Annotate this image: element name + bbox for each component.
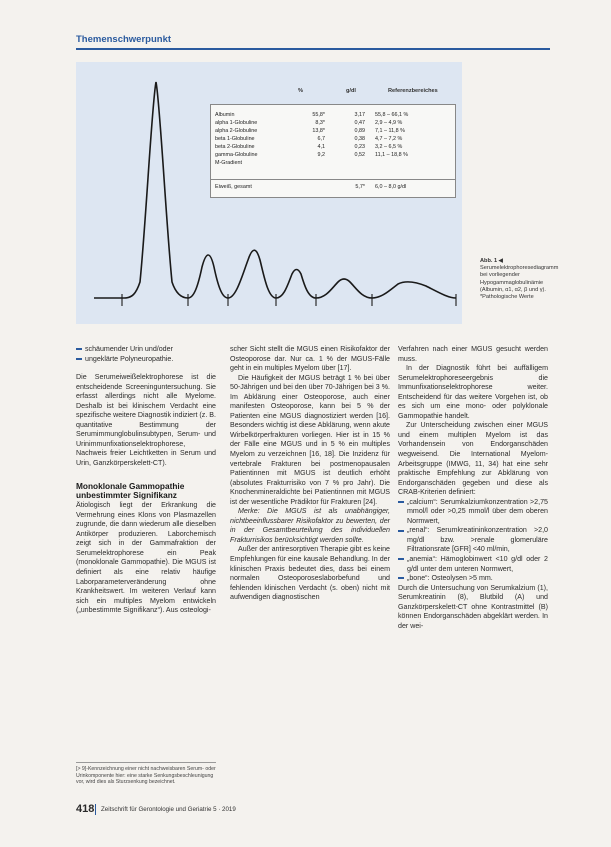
list-item: „renal“: Serumkreatininkonzentration >2,0 mg/dl bzw. >renale glomeruläre Filtrationsrate [GFR] <40 ml/min, bbox=[398, 526, 548, 555]
row-name: M-Gradient bbox=[215, 160, 242, 166]
row-name: beta 1-Globuline bbox=[215, 136, 255, 142]
row-pct: 13,8* bbox=[312, 128, 325, 134]
row-name: gamma-Globuline bbox=[215, 152, 258, 158]
row-name: beta 2-Globuline bbox=[215, 144, 255, 150]
table-header-gl: g/dl bbox=[346, 88, 356, 94]
table-separator bbox=[211, 179, 455, 180]
row-gl: 0,38 bbox=[354, 136, 365, 142]
row-pct: 4,1 bbox=[317, 144, 325, 150]
list-item: schäumender Urin und/oder bbox=[76, 345, 216, 355]
row-gl: 0,23 bbox=[354, 144, 365, 150]
table-row bbox=[215, 136, 451, 143]
list-item: „bone“: Osteolysen >5 mm. bbox=[398, 574, 548, 584]
footer-divider bbox=[95, 804, 96, 815]
table-total-row bbox=[215, 184, 451, 191]
caption-text: Serumelektrophoresediagramm bei vorliegender Hypogammaglobulinämie (Albumin, α1, α2, β und γ). *Pathologische Werte bbox=[480, 265, 559, 301]
list-item: „calcium“: Serumkalziumkonzentration >2,75 mmol/l oder >0,25 mmol/l über dem oberen Normwert, bbox=[398, 498, 548, 527]
figure-caption bbox=[480, 258, 562, 301]
paragraph: scher Sicht stellt die MGUS einen Risikofaktor der Osteoporose dar. Nur ca. 1 % der MGUS-Fälle geht in ein multiples Myelom über [17]. bbox=[230, 345, 390, 373]
row-name: Albumin bbox=[215, 112, 235, 118]
section-label: Themenschwerpunkt bbox=[76, 34, 172, 45]
dash-icon bbox=[398, 577, 404, 579]
table-row bbox=[215, 160, 451, 167]
row-name: alpha 1-Globuline bbox=[215, 120, 258, 126]
text-column-3 bbox=[398, 345, 548, 631]
page-number: 418 bbox=[76, 803, 95, 815]
section-rule bbox=[76, 48, 550, 50]
row-pct: 8,3* bbox=[315, 120, 325, 126]
table-row bbox=[215, 144, 451, 151]
text-column-1 bbox=[76, 345, 216, 616]
paragraph: Die Serumeiweißelektrophorese ist die entscheidende Screeninguntersuchung. Sie erfasst allerdings nicht alle Myelome. Deshalb ist bei klinischem Verdacht eine spezifische weitere Diagnostik indiziert (z. B. quantitative Bestimmung der Serumimmunglobulinsubtypen, Serum- und Urinimmunfixationselektrophorese, Nachweis freier Leichtketten in Serum und Urin, Ganzkörperskelett-CT). bbox=[76, 373, 216, 468]
row-gl: 0,52 bbox=[354, 152, 365, 158]
footnote: [> 9]-Kennzeichnung einer nicht nachweisbaren Serum- oder Urinkomponente hier: eine starke Senkungsbeschleunigung vor, wird dies als Sturzsenkung bezeichnet. bbox=[76, 766, 216, 786]
table-header-ref: Referenzbereiches bbox=[388, 88, 438, 94]
paragraph: Zur Unterscheidung zwischen einer MGUS und einem multiplen Myelom ist das Vorhandensein von Endorganschäden wegweisend. Die International Myelom-Arbeitsgruppe (IMWG, 11, 34) hat eine sehr praktische Empfehlung zur Abklärung von Endorganschäden gegeben und diese als CRAB-Kriterien definiert: bbox=[398, 421, 548, 497]
dash-icon bbox=[398, 558, 404, 560]
table-header-pct: % bbox=[298, 88, 303, 94]
row-pct: 55,8* bbox=[312, 112, 325, 118]
row-ref: 11,1 – 18,8 % bbox=[375, 152, 408, 158]
row-ref: 4,7 – 7,2 % bbox=[375, 136, 403, 142]
row-ref: 55,8 – 66,1 % bbox=[375, 112, 409, 118]
merke-paragraph: Merke: Die MGUS ist als unabhängiger, nichtbeeinflussbarer Risikofaktor zu bewerten, der in der Gesamtbeurteilung des individuellen Frakturrisikos berücksichtigt werden sollte. bbox=[230, 507, 390, 544]
total-ref: 6,0 – 8,0 g/dl bbox=[375, 184, 407, 190]
row-ref: 3,2 – 6,5 % bbox=[375, 144, 403, 150]
row-ref: 2,9 – 4,9 % bbox=[375, 120, 403, 126]
total-gl: 5,7* bbox=[355, 184, 365, 190]
footnote-rule bbox=[76, 762, 216, 763]
text-column-2 bbox=[230, 345, 390, 603]
total-name: Eiweiß, gesamt bbox=[215, 184, 252, 190]
section-heading: Monoklonale Gammopathie unbestimmter Signifikanz bbox=[76, 480, 185, 501]
row-name: alpha 2-Globuline bbox=[215, 128, 258, 134]
paragraph: Die Häufigkeit der MGUS beträgt 1 % bei über 50-Jährigen und bei den über 70-Jährigen bei 3 %. Im Abklärung einer Osteoporose, auch einer manifesten Osteoporose, kann bei 5 % der Patienten eine MGUS diagnostiziert werden [16]. Besonders wichtig ist diese Abklärung, wenn akute Wirbelkörperfrakturen vorliegen. Hier ist in 15 % der Fälle eine MGUS und in 5 % ein multiples Myelom zu verzeichnen [16, 18]. Die Inzidenz für vertebrale Frakturen bei postmenopausalen Patientinnen mit MGUS ist deutlich erhöht (absolutes Frakturrisiko von 7 % pro Jahr). Die Knochenmineraldichte bei Patientinnen mit MGUS ist der wesentliche Prädiktor für Frakturen [24]. bbox=[230, 373, 390, 506]
table-row bbox=[215, 128, 451, 135]
dash-icon bbox=[76, 348, 82, 350]
fraction-table bbox=[210, 104, 456, 198]
caption-label: Abb. 1 ◀ bbox=[480, 258, 503, 264]
row-pct: 9,2 bbox=[317, 152, 325, 158]
journal-title: Zeitschrift für Gerontologie und Geriatrie 5 · 2019 bbox=[101, 806, 236, 813]
row-gl: 0,47 bbox=[354, 120, 365, 126]
paragraph: Außer der antiresorptiven Therapie gibt es keine Empfehlungen für eine kausale Behandlung. In der klinischen Praxis bedeutet dies, dass bei einem normalen Osteoporoseslaborbefund und fehlenden klinischen Verdacht (s. oben) nicht mit aufwendigen diagnostischen bbox=[230, 545, 390, 602]
paragraph: Durch die Untersuchung von Serumkalzium (1), Serumkreatinin (8), Blutbild (A) und Ganzkörperskelett-CT ohne Kontrastmittel (B) können Endorganschäden abgeklärt werden. In der wei- bbox=[398, 583, 548, 630]
row-pct: 6,7 bbox=[317, 136, 325, 142]
dash-icon bbox=[398, 501, 404, 503]
table-row bbox=[215, 120, 451, 127]
paragraph: Verfahren nach einer MGUS gesucht werden muss. bbox=[398, 345, 548, 363]
dash-icon bbox=[398, 530, 404, 532]
list-item: ungeklärte Polyneuropathie. bbox=[76, 355, 216, 365]
row-gl: 3,17 bbox=[354, 112, 365, 118]
paragraph: In der Diagnostik führt bei auffälligem Serumelektrophoreseergebnis die Immunfixationselektrophorese weiter. Entscheidend für das weitere Vorgehen ist, ob es sich um eine mono- oder polyklonale Gammopathie handelt. bbox=[398, 364, 548, 420]
list-item: „anemia“: Hämoglobinwert <10 g/dl oder 2 g/dl unter dem unteren Normwert, bbox=[398, 555, 548, 574]
row-ref: 7,1 – 11,8 % bbox=[375, 128, 405, 134]
row-gl: 0,89 bbox=[354, 128, 365, 134]
dash-icon bbox=[76, 358, 82, 360]
paragraph: Ätiologisch liegt der Erkrankung die Vermehrung eines Klons von Plasmazellen zugrunde, die dann wiederum alle dieselben Antikörper produzieren. Laborchemisch zeigt sich in der Gammafraktion der Serumelektrophorese ein Peak (monoklonale Gammopathie). Die MGUS ist definiert als eine relativ häufige Laborparameterveränderung ohne Krankheitswert. Im weiteren Verlauf kann sich ein multiples Myelom entwickeln („unbestimmte Signifikanz“). Aus osteologi- bbox=[76, 501, 216, 615]
fraction-ticks bbox=[122, 294, 456, 306]
table-row bbox=[215, 152, 451, 159]
table-row bbox=[215, 112, 451, 119]
